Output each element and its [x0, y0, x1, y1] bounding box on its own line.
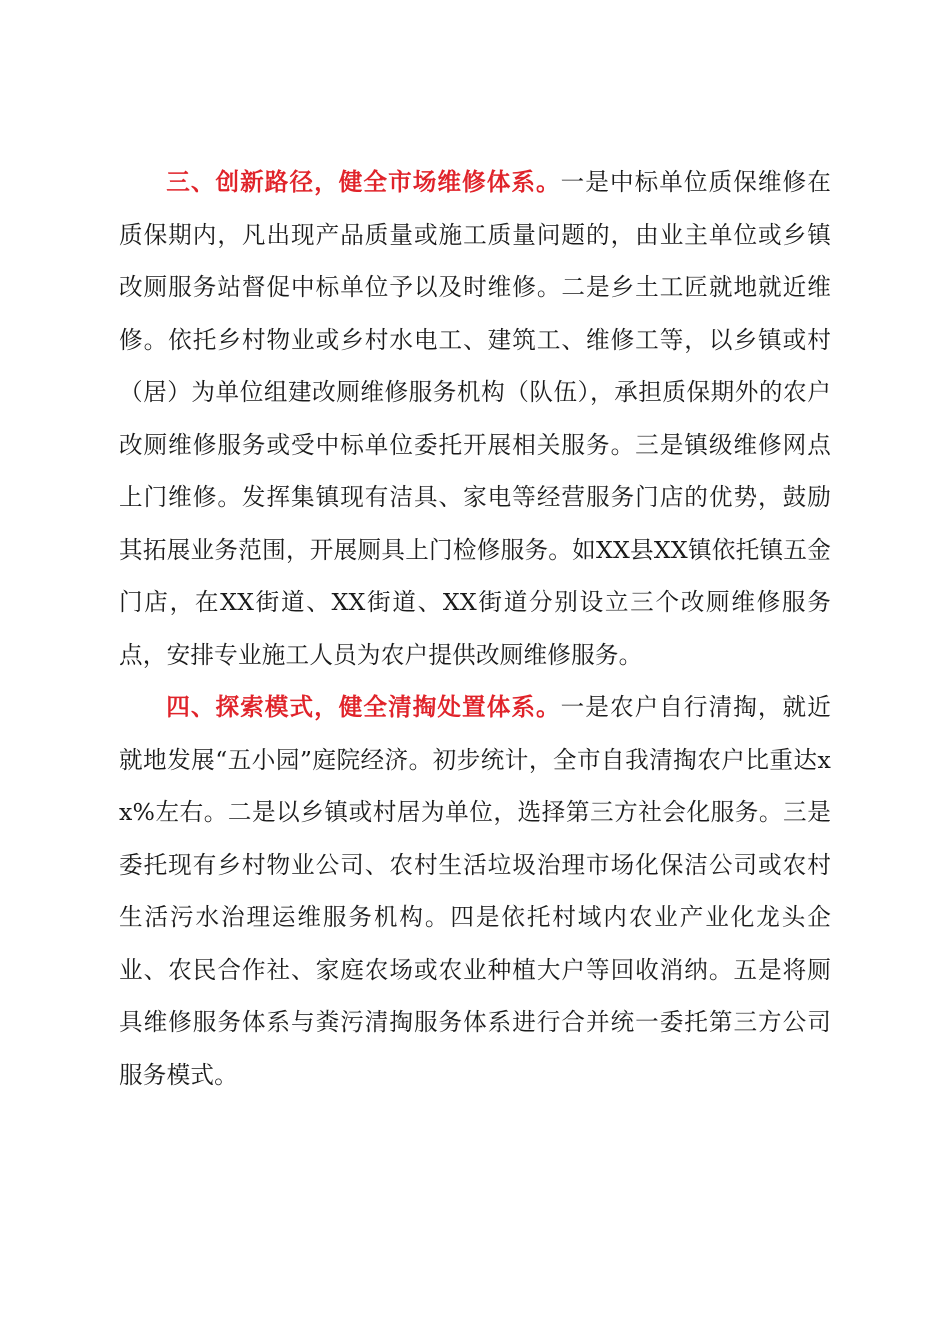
section-3-heading: 三、创新路径，健全市场维修体系。 — [166, 168, 561, 196]
section-4-heading: 四、探索模式，健全清掏处置体系。 — [166, 693, 561, 721]
section-3-body: 一是中标单位质保维修在质保期内，凡出现产品质量或施工质量问题的，由业主单位或乡镇改厕服务站督促中标单位予以及时维修。二是乡土工匠就地就近维修。依托乡村物业或乡村水电工、建筑工、维修工等，以乡镇或村（居）为单位组建改厕维修服务机构（队伍），承担质保期外的农户改厕维修服务或受中标单位委托开展相关服务。三是镇级维修网点上门维修。发挥集镇现有洁具、家电等经营服务门店的优势，鼓励其拓展业务范围，开展厕具上门检修服务。如XX县XX镇依托镇五金门店，在XX街道、XX街道、XX街道分别设立三个改厕维修服务点，安排专业施工人员为农户提供改厕维修服务。 — [119, 168, 831, 669]
section-4-body: 一是农户自行清掏，就近就地发展“五小园”庭院经济。初步统计，全市自我清掏农户比重达xx%左右。二是以乡镇或村居为单位，选择第三方社会化服务。三是委托现有乡村物业公司、农村生活垃圾治理市场化保洁公司或农村生活污水治理运维服务机构。四是依托村域内农业产业化龙头企业、农民合作社、家庭农场或农业种植大户等回收消纳。五是将厕具维修服务体系与粪污清掏服务体系进行合并统一委托第三方公司服务模式。 — [119, 693, 831, 1089]
paragraph-section-4 — [119, 681, 831, 1101]
paragraph-section-3 — [119, 156, 831, 681]
document-page — [119, 156, 831, 1101]
